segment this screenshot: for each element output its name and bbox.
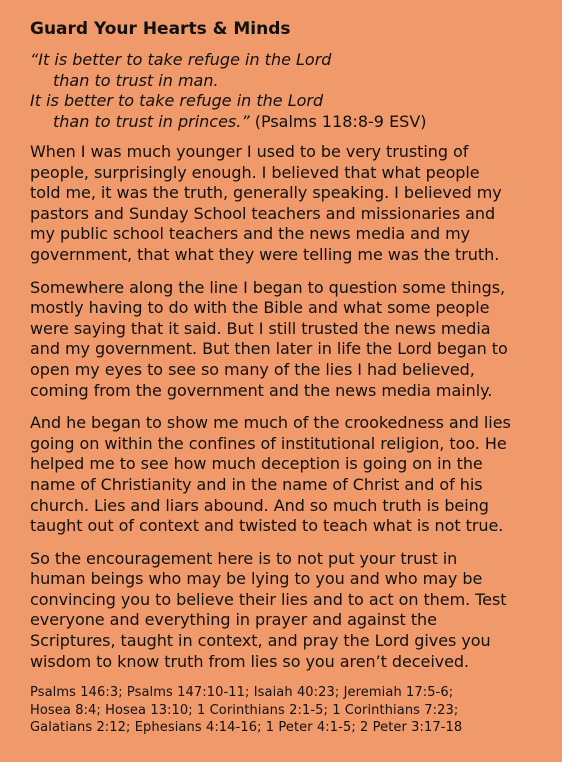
paragraph-line: mostly having to do with the Bible and what some people [30, 298, 490, 318]
paragraph-line: human beings who may be lying to you and who may be [30, 569, 483, 589]
quote-line: “It is better to take refuge in the Lord [30, 50, 332, 69]
paragraph-line: So the encouragement here is to not put your trust in [30, 548, 458, 568]
page-title: Guard Your Hearts & Minds [30, 19, 291, 39]
paragraph-line: told me, it was the truth, generally speaking. I believed my [30, 183, 502, 203]
scripture-quote [30, 50, 540, 132]
paragraph-line: were saying that it said. But I still trusted the news media [30, 318, 491, 338]
paragraph-line: open my eyes to see so many of the lies I had believed, [30, 359, 475, 379]
reference-line: Galatians 2:12; Ephesians 4:14-16; 1 Peter 4:1-5; 2 Peter 3:17-18 [30, 719, 463, 735]
paragraph-line: Somewhere along the line I began to question some things, [30, 277, 506, 297]
paragraph-line: people, surprisingly enough. I believed that what people [30, 162, 480, 182]
paragraph-line: taught out of context and twisted to teach what is not true. [30, 516, 504, 536]
paragraph-line: When I was much younger I used to be very trusting of [30, 142, 469, 161]
quote-line: than to trust in princes.” [53, 111, 250, 131]
body-paragraph [30, 549, 540, 673]
paragraph-line: wisdom to know truth from lies so you aren’t deceived. [30, 651, 470, 671]
quote-citation: (Psalms 118:8-9 ESV) [254, 111, 427, 131]
paragraph-line: Scriptures, taught in context, and pray the Lord gives you [30, 631, 491, 651]
body-paragraph [30, 278, 540, 402]
body-paragraph [30, 142, 540, 266]
reference-line: Hosea 8:4; Hosea 13:10; 1 Corinthians 2:1-5; 1 Corinthians 7:23; [30, 702, 459, 718]
paragraph-line: government, that what they were telling me was the truth. [30, 244, 500, 264]
paragraph-line: And he began to show me much of the crookedness and lies [30, 413, 511, 433]
scripture-references [30, 684, 540, 736]
paragraph-line: name of Christianity and in the name of Christ and of his [30, 474, 483, 494]
paragraph-line: coming from the government and the news media mainly. [30, 380, 493, 400]
paragraph-line: church. Lies and liars abound. And so much truth is being [30, 495, 489, 515]
paragraph-line: pastors and Sunday School teachers and missionaries and [30, 203, 496, 223]
quote-line: than to trust in man. [53, 70, 219, 90]
body-paragraph [30, 413, 540, 537]
paragraph-line: everyone and everything in prayer and against the [30, 610, 437, 630]
paragraph-line: convincing you to believe their lies and to act on them. Test [30, 589, 507, 609]
quote-line-last [30, 112, 540, 133]
paragraph-line: helped me to see how much deception is going on in the [30, 454, 483, 474]
paragraph-line: and my government. But then later in life the Lord began to [30, 339, 508, 359]
quote-line: It is better to take refuge in the Lord [30, 91, 324, 110]
paragraph-line: my public school teachers and the news media and my [30, 224, 471, 244]
paragraph-line: going on within the confines of institutional religion, too. He [30, 433, 507, 453]
reference-line: Psalms 146:3; Psalms 147:10-11; Isaiah 40:23; Jeremiah 17:5-6; [30, 685, 454, 701]
